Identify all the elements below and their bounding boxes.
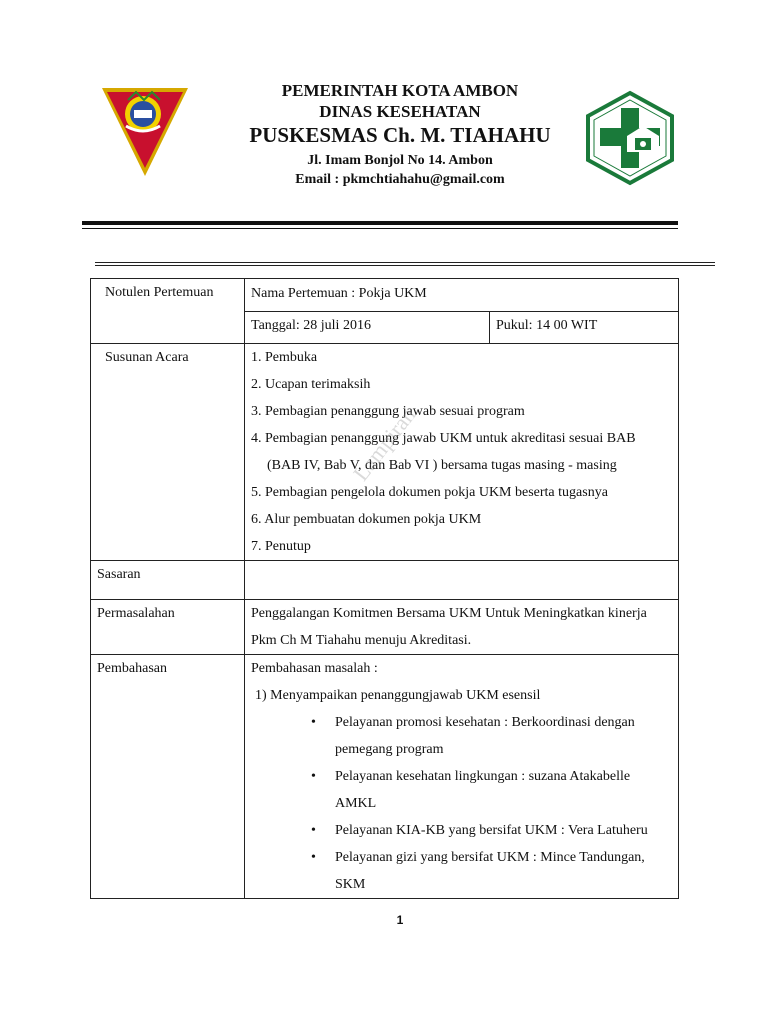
- meeting-name: Nama Pertemuan : Pokja UKM: [251, 286, 427, 301]
- minutes-table: [90, 278, 679, 899]
- bullet-item: [311, 763, 672, 817]
- section-divider-top: [95, 262, 715, 263]
- problem-label-cell: [91, 600, 245, 655]
- agenda-item: 5. Pembagian pengelola dokumen pokja UKM beserta tugasnya: [251, 485, 608, 500]
- agenda-item: 4. Pembagian penanggung jawab UKM untuk akreditasi sesuai BAB: [251, 431, 636, 446]
- discussion-intro: Pembahasan masalah :: [251, 661, 378, 676]
- agenda-list: [251, 344, 672, 560]
- discussion-label: Pembahasan: [97, 661, 167, 676]
- discussion-bullets: [251, 709, 672, 898]
- government-title: PEMERINTAH KOTA AMBON: [281, 81, 519, 100]
- bullet-text: Pelayanan promosi kesehatan : Berkoordinasi dengan: [335, 715, 635, 730]
- agenda-item-continuation: (BAB IV, Bab V, dan Bab VI ) bersama tugas masing - masing: [267, 458, 617, 473]
- discussion-cell: [245, 655, 679, 899]
- bullet-text: Pelayanan kesehatan lingkungan : suzana Atakabelle: [335, 769, 631, 784]
- notulen-label-cell: [91, 279, 245, 344]
- meeting-date: Tanggal: 28 juli 2016: [251, 318, 371, 333]
- section-divider-bottom: [95, 265, 715, 266]
- agenda-cell: [245, 344, 679, 561]
- discussion-point: 1) Menyampaikan penanggungjawab UKM esensil: [255, 688, 541, 703]
- bullet-item: [311, 817, 672, 844]
- bullet-icon: •: [311, 850, 316, 865]
- bullet-text: Pelayanan gizi yang bersifat UKM : Mince Tandungan,: [335, 850, 645, 865]
- agenda-label: Susunan Acara: [105, 350, 189, 365]
- agenda-item: 1. Pembuka: [251, 350, 318, 365]
- bullet-item: [311, 844, 672, 898]
- target-label: Sasaran: [97, 567, 141, 582]
- meeting-name-cell: [245, 279, 679, 312]
- bullet-icon: •: [311, 769, 316, 784]
- header-divider-thin: [82, 228, 678, 229]
- agenda-item: 6. Alur pembuatan dokumen pokja UKM: [251, 512, 482, 527]
- time-cell: [490, 312, 679, 344]
- agenda-label-cell: [91, 344, 245, 561]
- department-title: DINAS KESEHATAN: [319, 102, 481, 121]
- target-label-cell: [91, 561, 245, 600]
- address: Jl. Imam Bonjol No 14. Ambon: [307, 153, 493, 168]
- target-cell: [245, 561, 679, 600]
- letterhead: [200, 80, 600, 189]
- meeting-time: Pukul: 14 00 WIT: [496, 318, 598, 333]
- problem-line: Pkm Ch M Tiahahu menuju Akreditasi.: [251, 633, 472, 648]
- problem-label: Permasalahan: [97, 606, 175, 621]
- page-number: 1: [396, 913, 404, 927]
- bullet-icon: •: [311, 715, 316, 730]
- problem-cell: [245, 600, 679, 655]
- notulen-label: Notulen Pertemuan: [105, 285, 214, 300]
- watermark: Lampiran: [348, 402, 421, 486]
- ambon-city-emblem-icon: [98, 78, 192, 178]
- bullet-text-continuation: pemegang program: [335, 742, 444, 757]
- bullet-item: [311, 709, 672, 763]
- agenda-item: 3. Pembagian penanggung jawab sesuai program: [251, 404, 525, 419]
- agenda-item: 2. Ucapan terimaksih: [251, 377, 371, 392]
- puskesmas-title: PUSKESMAS Ch. M. TIAHAHU: [249, 123, 551, 147]
- bullet-text-continuation: SKM: [335, 877, 366, 892]
- header-divider-thick: [82, 221, 678, 225]
- bullet-icon: •: [311, 823, 316, 838]
- discussion-label-cell: [91, 655, 245, 899]
- problem-line: Penggalangan Komitmen Bersama UKM Untuk Meningkatkan kinerja: [251, 606, 647, 621]
- bullet-text: Pelayanan KIA-KB yang bersifat UKM : Vera Latuheru: [335, 823, 648, 838]
- date-cell: [245, 312, 490, 344]
- bullet-text-continuation: AMKL: [335, 796, 377, 811]
- email: Email : pkmchtiahahu@gmail.com: [295, 172, 505, 187]
- agenda-item: 7. Penutup: [251, 539, 311, 554]
